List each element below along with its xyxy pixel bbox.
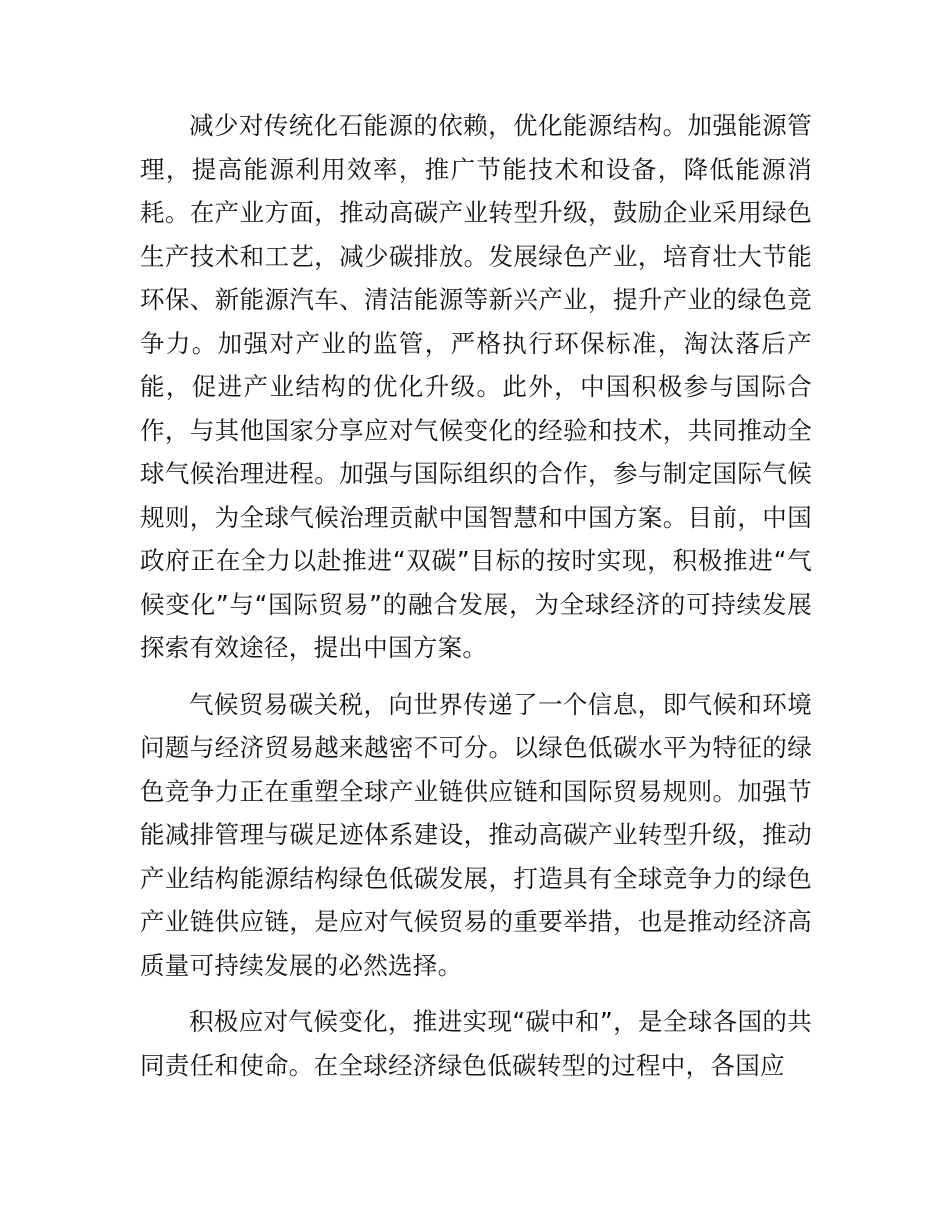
paragraph-1: 减少对传统化石能源的依赖，优化能源结构。加强能源管理，提高能源利用效率，推广节能技术和设备，降低能源消耗。在产业方面，推动高碳产业转型升级，鼓励企业采用绿色生产技术和工艺，减少碳排放。发展绿色产业，培育壮大节能环保、新能源汽车、清洁能源等新兴产业，提升产业的绿色竞争力。加强对产业的监管，严格执行环保标准，淘汰落后产能，促进产业结构的优化升级。此外，中国积极参与国际合作，与其他国家分享应对气候变化的经验和技术，共同推动全球气候治理进程。加强与国际组织的合作，参与制定国际气候规则，为全球气候治理贡献中国智慧和中国方案。目前，中国政府正在全力以赴推进“双碳”目标的按时实现，积极推进“气候变化”与“国际贸易”的融合发展，为全球经济的可持续发展探索有效途径，提出中国方案。 bbox=[140, 111, 812, 662]
document-body bbox=[140, 104, 812, 1087]
paragraph-3: 积极应对气候变化，推进实现“碳中和”，是全球各国的共同责任和使命。在全球经济绿色低碳转型的过程中，各国应 bbox=[140, 1007, 812, 1080]
paragraph-2: 气候贸易碳关税，向世界传递了一个信息，即气候和环境问题与经济贸易越来越密不可分。以绿色低碳水平为特征的绿色竞争力正在重塑全球产业链供应链和国际贸易规则。加强节能减排管理与碳足迹体系建设，推动高碳产业转型升级，推动产业结构能源结构绿色低碳发展，打造具有全球竞争力的绿色产业链供应链，是应对气候贸易的重要举措，也是推动经济高质量可持续发展的必然选择。 bbox=[140, 689, 812, 980]
